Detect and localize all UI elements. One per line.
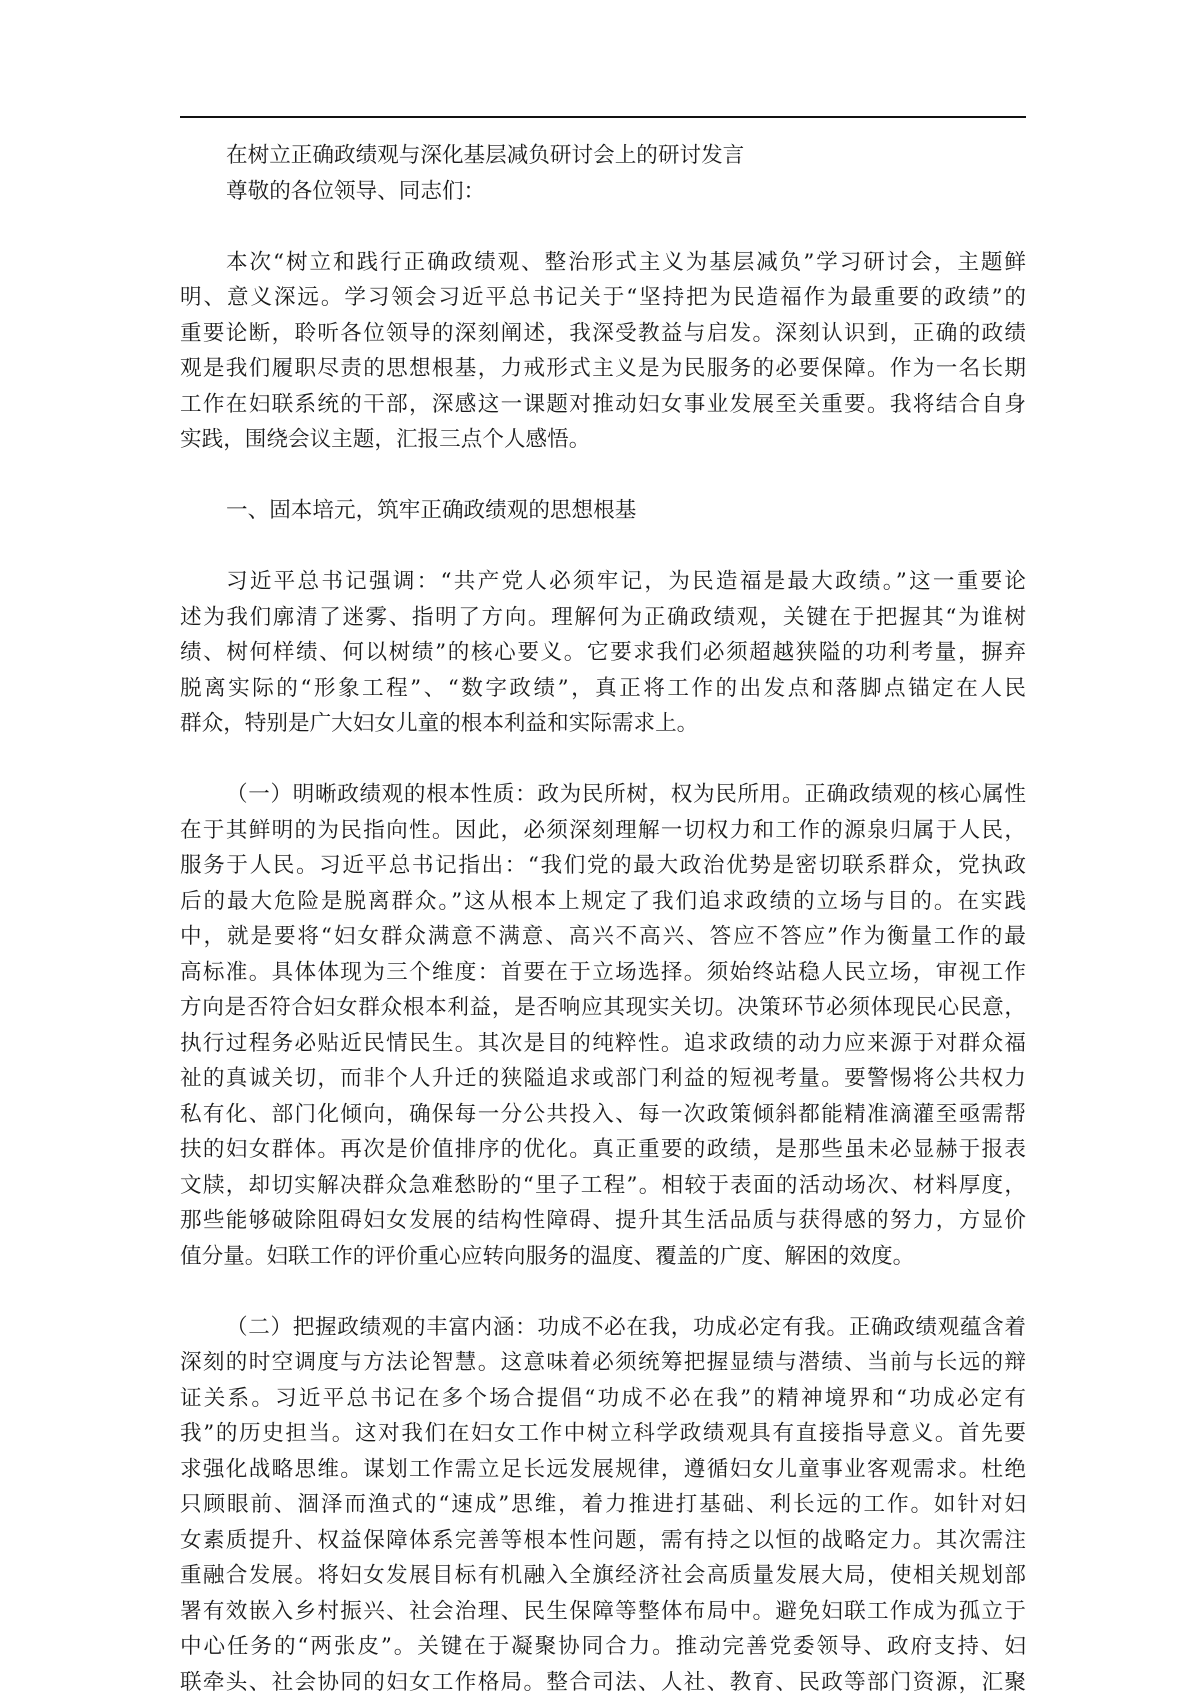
paragraph-gap xyxy=(180,529,1026,565)
paragraph-line: 祉的真诚关切，而非个人升迁的狭隘追求或部门利益的短视考量。要警惕将公共权力 xyxy=(180,1061,1026,1097)
subsection1-paragraph xyxy=(180,777,1026,1274)
paragraph-line: 女素质提升、权益保障体系完善等根本性问题，需有持之以恒的战略定力。其次需注 xyxy=(180,1523,1026,1559)
paragraph-line: 值分量。妇联工作的评价重心应转向服务的温度、覆盖的广度、解困的效度。 xyxy=(180,1239,1026,1275)
section1-paragraph xyxy=(180,564,1026,742)
paragraph-line: （一）明晰政绩观的根本性质：政为民所树，权为民所用。正确政绩观的核心属性 xyxy=(180,777,1026,813)
paragraph-line: 联牵头、社会协同的妇女工作格局。整合司法、人社、教育、民政等部门资源，汇聚 xyxy=(180,1665,1026,1700)
paragraph-line: 中，就是要将“妇女群众满意不满意、高兴不高兴、答应不答应”作为衡量工作的最 xyxy=(180,919,1026,955)
paragraph-line: 工作在妇联系统的干部，深感这一课题对推动妇女事业发展至关重要。我将结合自身 xyxy=(180,387,1026,423)
salutation: 尊敬的各位领导、同志们： xyxy=(180,174,1026,210)
paragraph-line: 深刻的时空调度与方法论智慧。这意味着必须统筹把握显绩与潜绩、当前与长远的辩 xyxy=(180,1345,1026,1381)
paragraph-gap xyxy=(180,458,1026,494)
paragraph-line: 述为我们廓清了迷雾、指明了方向。理解何为正确政绩观，关键在于把握其“为谁树 xyxy=(180,600,1026,636)
paragraph-line: 习近平总书记强调：“共产党人必须牢记，为民造福是最大政绩。”这一重要论 xyxy=(180,564,1026,600)
paragraph-line: （二）把握政绩观的丰富内涵：功成不必在我，功成必定有我。正确政绩观蕴含着 xyxy=(180,1310,1026,1346)
paragraph-line: 群众，特别是广大妇女儿童的根本利益和实际需求上。 xyxy=(180,706,1026,742)
paragraph-line: 我”的历史担当。这对我们在妇女工作中树立科学政绩观具有直接指导意义。首先要 xyxy=(180,1416,1026,1452)
paragraph-gap xyxy=(180,742,1026,778)
paragraph-line: 扶的妇女群体。再次是价值排序的优化。真正重要的政绩，是那些虽未必显赫于报表 xyxy=(180,1132,1026,1168)
section-heading: 一、固本培元，筑牢正确政绩观的思想根基 xyxy=(180,493,1026,529)
paragraph-line: 绩、树何样绩、何以树绩”的核心要义。它要求我们必须超越狭隘的功利考量，摒弃 xyxy=(180,635,1026,671)
paragraph-gap xyxy=(180,1274,1026,1310)
paragraph-gap xyxy=(180,209,1026,245)
document-body xyxy=(180,138,1026,1700)
paragraph-line: 在于其鲜明的为民指向性。因此，必须深刻理解一切权力和工作的源泉归属于人民， xyxy=(180,813,1026,849)
paragraph-line: 方向是否符合妇女群众根本利益，是否响应其现实关切。决策环节必须体现民心民意， xyxy=(180,990,1026,1026)
paragraph-line: 重融合发展。将妇女发展目标有机融入全旗经济社会高质量发展大局，使相关规划部 xyxy=(180,1558,1026,1594)
paragraph-line: 高标准。具体体现为三个维度：首要在于立场选择。须始终站稳人民立场，审视工作 xyxy=(180,955,1026,991)
paragraph-line: 脱离实际的“形象工程”、“数字政绩”，真正将工作的出发点和落脚点锚定在人民 xyxy=(180,671,1026,707)
paragraph-line: 证关系。习近平总书记在多个场合提倡“功成不必在我”的精神境界和“功成必定有 xyxy=(180,1381,1026,1417)
paragraph-line: 后的最大危险是脱离群众。”这从根本上规定了我们追求政绩的立场与目的。在实践 xyxy=(180,884,1026,920)
subsection2-paragraph xyxy=(180,1310,1026,1700)
paragraph-line: 执行过程务必贴近民情民生。其次是目的纯粹性。追求政绩的动力应来源于对群众福 xyxy=(180,1026,1026,1062)
header-rule xyxy=(180,116,1026,118)
paragraph-line: 署有效嵌入乡村振兴、社会治理、民生保障等整体布局中。避免妇联工作成为孤立于 xyxy=(180,1594,1026,1630)
paragraph-line: 明、意义深远。学习领会习近平总书记关于“坚持把为民造福作为最重要的政绩”的 xyxy=(180,280,1026,316)
paragraph-line: 只顾眼前、涸泽而渔式的“速成”思维，着力推进打基础、利长远的工作。如针对妇 xyxy=(180,1487,1026,1523)
paragraph-line: 中心任务的“两张皮”。关键在于凝聚协同合力。推动完善党委领导、政府支持、妇 xyxy=(180,1629,1026,1665)
paragraph-line: 文牍，却切实解决群众急难愁盼的“里子工程”。相较于表面的活动场次、材料厚度， xyxy=(180,1168,1026,1204)
intro-paragraph xyxy=(180,245,1026,458)
paragraph-line: 服务于人民。习近平总书记指出：“我们党的最大政治优势是密切联系群众，党执政 xyxy=(180,848,1026,884)
paragraph-line: 观是我们履职尽责的思想根基，力戒形式主义是为民服务的必要保障。作为一名长期 xyxy=(180,351,1026,387)
paragraph-line: 私有化、部门化倾向，确保每一分公共投入、每一次政策倾斜都能精准滴灌至亟需帮 xyxy=(180,1097,1026,1133)
document-title: 在树立正确政绩观与深化基层减负研讨会上的研讨发言 xyxy=(180,138,1026,174)
paragraph-line: 求强化战略思维。谋划工作需立足长远发展规律，遵循妇女儿童事业客观需求。杜绝 xyxy=(180,1452,1026,1488)
paragraph-line: 实践，围绕会议主题，汇报三点个人感悟。 xyxy=(180,422,1026,458)
paragraph-line: 那些能够破除阻碍妇女发展的结构性障碍、提升其生活品质与获得感的努力，方显价 xyxy=(180,1203,1026,1239)
paragraph-line: 重要论断，聆听各位领导的深刻阐述，我深受教益与启发。深刻认识到，正确的政绩 xyxy=(180,316,1026,352)
paragraph-line: 本次“树立和践行正确政绩观、整治形式主义为基层减负”学习研讨会，主题鲜 xyxy=(180,245,1026,281)
